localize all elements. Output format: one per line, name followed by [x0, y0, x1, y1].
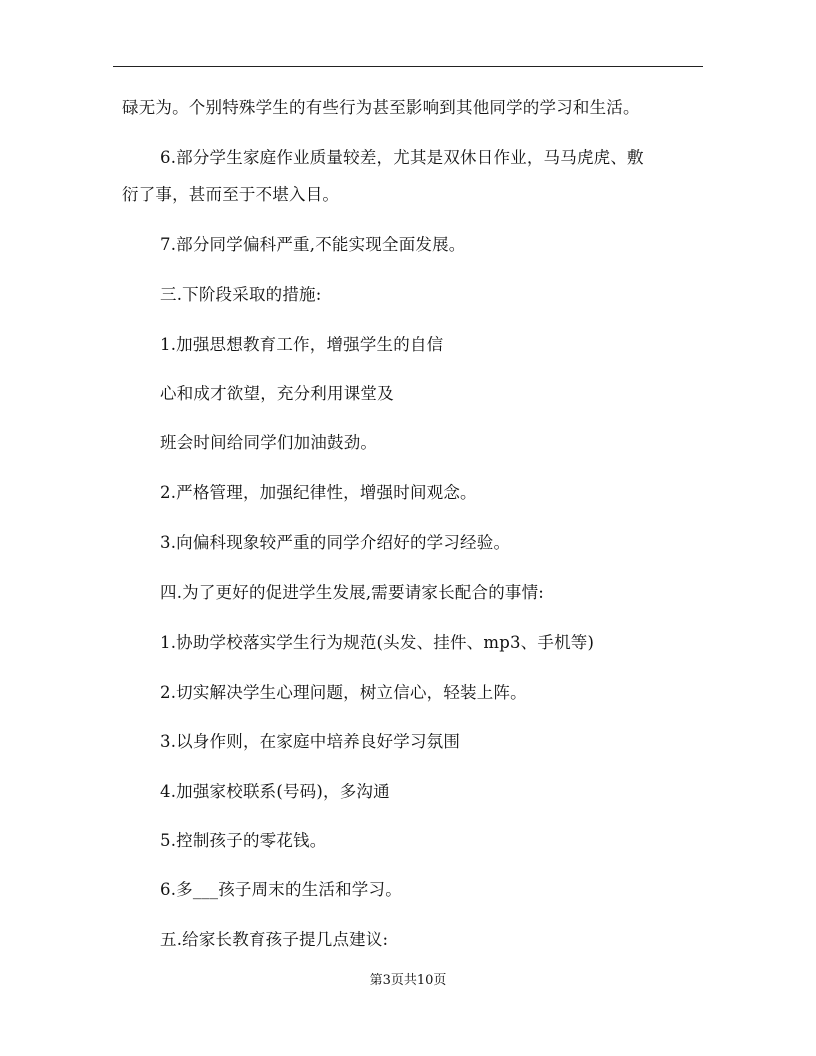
text-line: 班会时间给同学们加油鼓劲。 [160, 433, 378, 452]
section-heading: 四.为了更好的促进学生发展,需要请家长配合的事情: [160, 583, 545, 602]
text-line: 碌无为。个别特殊学生的有些行为甚至影响到其他同学的学习和生活。 [122, 98, 640, 117]
section-heading: 五.给家长教育孩子提几点建议: [160, 930, 389, 949]
page-number: 第3页共10页 [369, 973, 447, 988]
header-divider [113, 66, 703, 67]
text-line: 心和成才欲望，充分利用课堂及 [160, 384, 394, 403]
text-line: 1.协助学校落实学生行为规范(头发、挂件、mp3、手机等) [160, 633, 595, 652]
section-heading: 三.下阶段采取的措施: [160, 285, 322, 304]
text-line: 6.多___孩子周末的生活和学习。 [160, 880, 402, 899]
text-line: 7.部分同学偏科严重,不能实现全面发展。 [160, 235, 466, 254]
text-line: 3.以身作则，在家庭中培养良好学习氛围 [160, 732, 461, 751]
text-line: 1.加强思想教育工作，增强学生的自信 [160, 335, 444, 354]
text-line: 3.向偏科现象较严重的同学介绍好的学习经验。 [160, 533, 511, 552]
text-line: 6.部分学生家庭作业质量较差，尤其是双休日作业，马马虎虎、敷 [160, 148, 644, 167]
text-line: 4.加强家校联系(号码)，多沟通 [160, 782, 390, 801]
text-line: 衍了事，甚而至于不堪入目。 [122, 185, 340, 204]
text-line: 2.严格管理，加强纪律性，增强时间观念。 [160, 483, 477, 502]
text-line: 2.切实解决学生心理问题，树立信心，轻装上阵。 [160, 683, 527, 702]
text-line: 5.控制孩子的零花钱。 [160, 831, 327, 850]
